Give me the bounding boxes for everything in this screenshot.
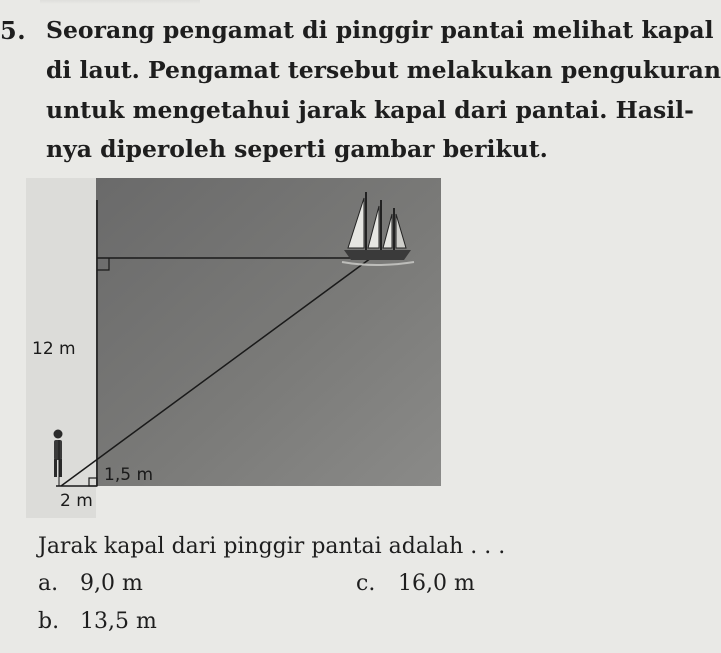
question-line-3: untuk mengetahui jarak kapal dari pantai. Hasil- [46,96,694,124]
measurement-figure [26,178,446,518]
question-line-1: Seorang pengamat di pinggir pantai melihat kapal [46,16,714,44]
question-line-2: di laut. Pengamat tersebut melakukan pengukuran [46,56,721,84]
option-a[interactable] [38,571,143,596]
height-label: 12 m [32,339,76,359]
option-b-text: 13,5 m [80,609,157,634]
question-line-4: nya diperoleh seperti gambar berikut. [46,135,548,163]
option-b-letter: b. [38,609,60,634]
option-a-text: 9,0 m [80,571,143,596]
option-c-letter: c. [356,571,376,596]
question-number: 5. [0,16,27,45]
option-c-text: 16,0 m [398,571,475,596]
base-label: 2 m [60,491,93,511]
observer-height-label: 1,5 m [104,465,153,485]
option-b[interactable] [38,609,157,634]
option-a-letter: a. [38,571,59,596]
figure-drawing [26,178,446,518]
option-c[interactable] [356,571,475,596]
question-prompt: Jarak kapal dari pinggir pantai adalah . . . [38,534,506,559]
cropped-text-edge [40,0,200,4]
